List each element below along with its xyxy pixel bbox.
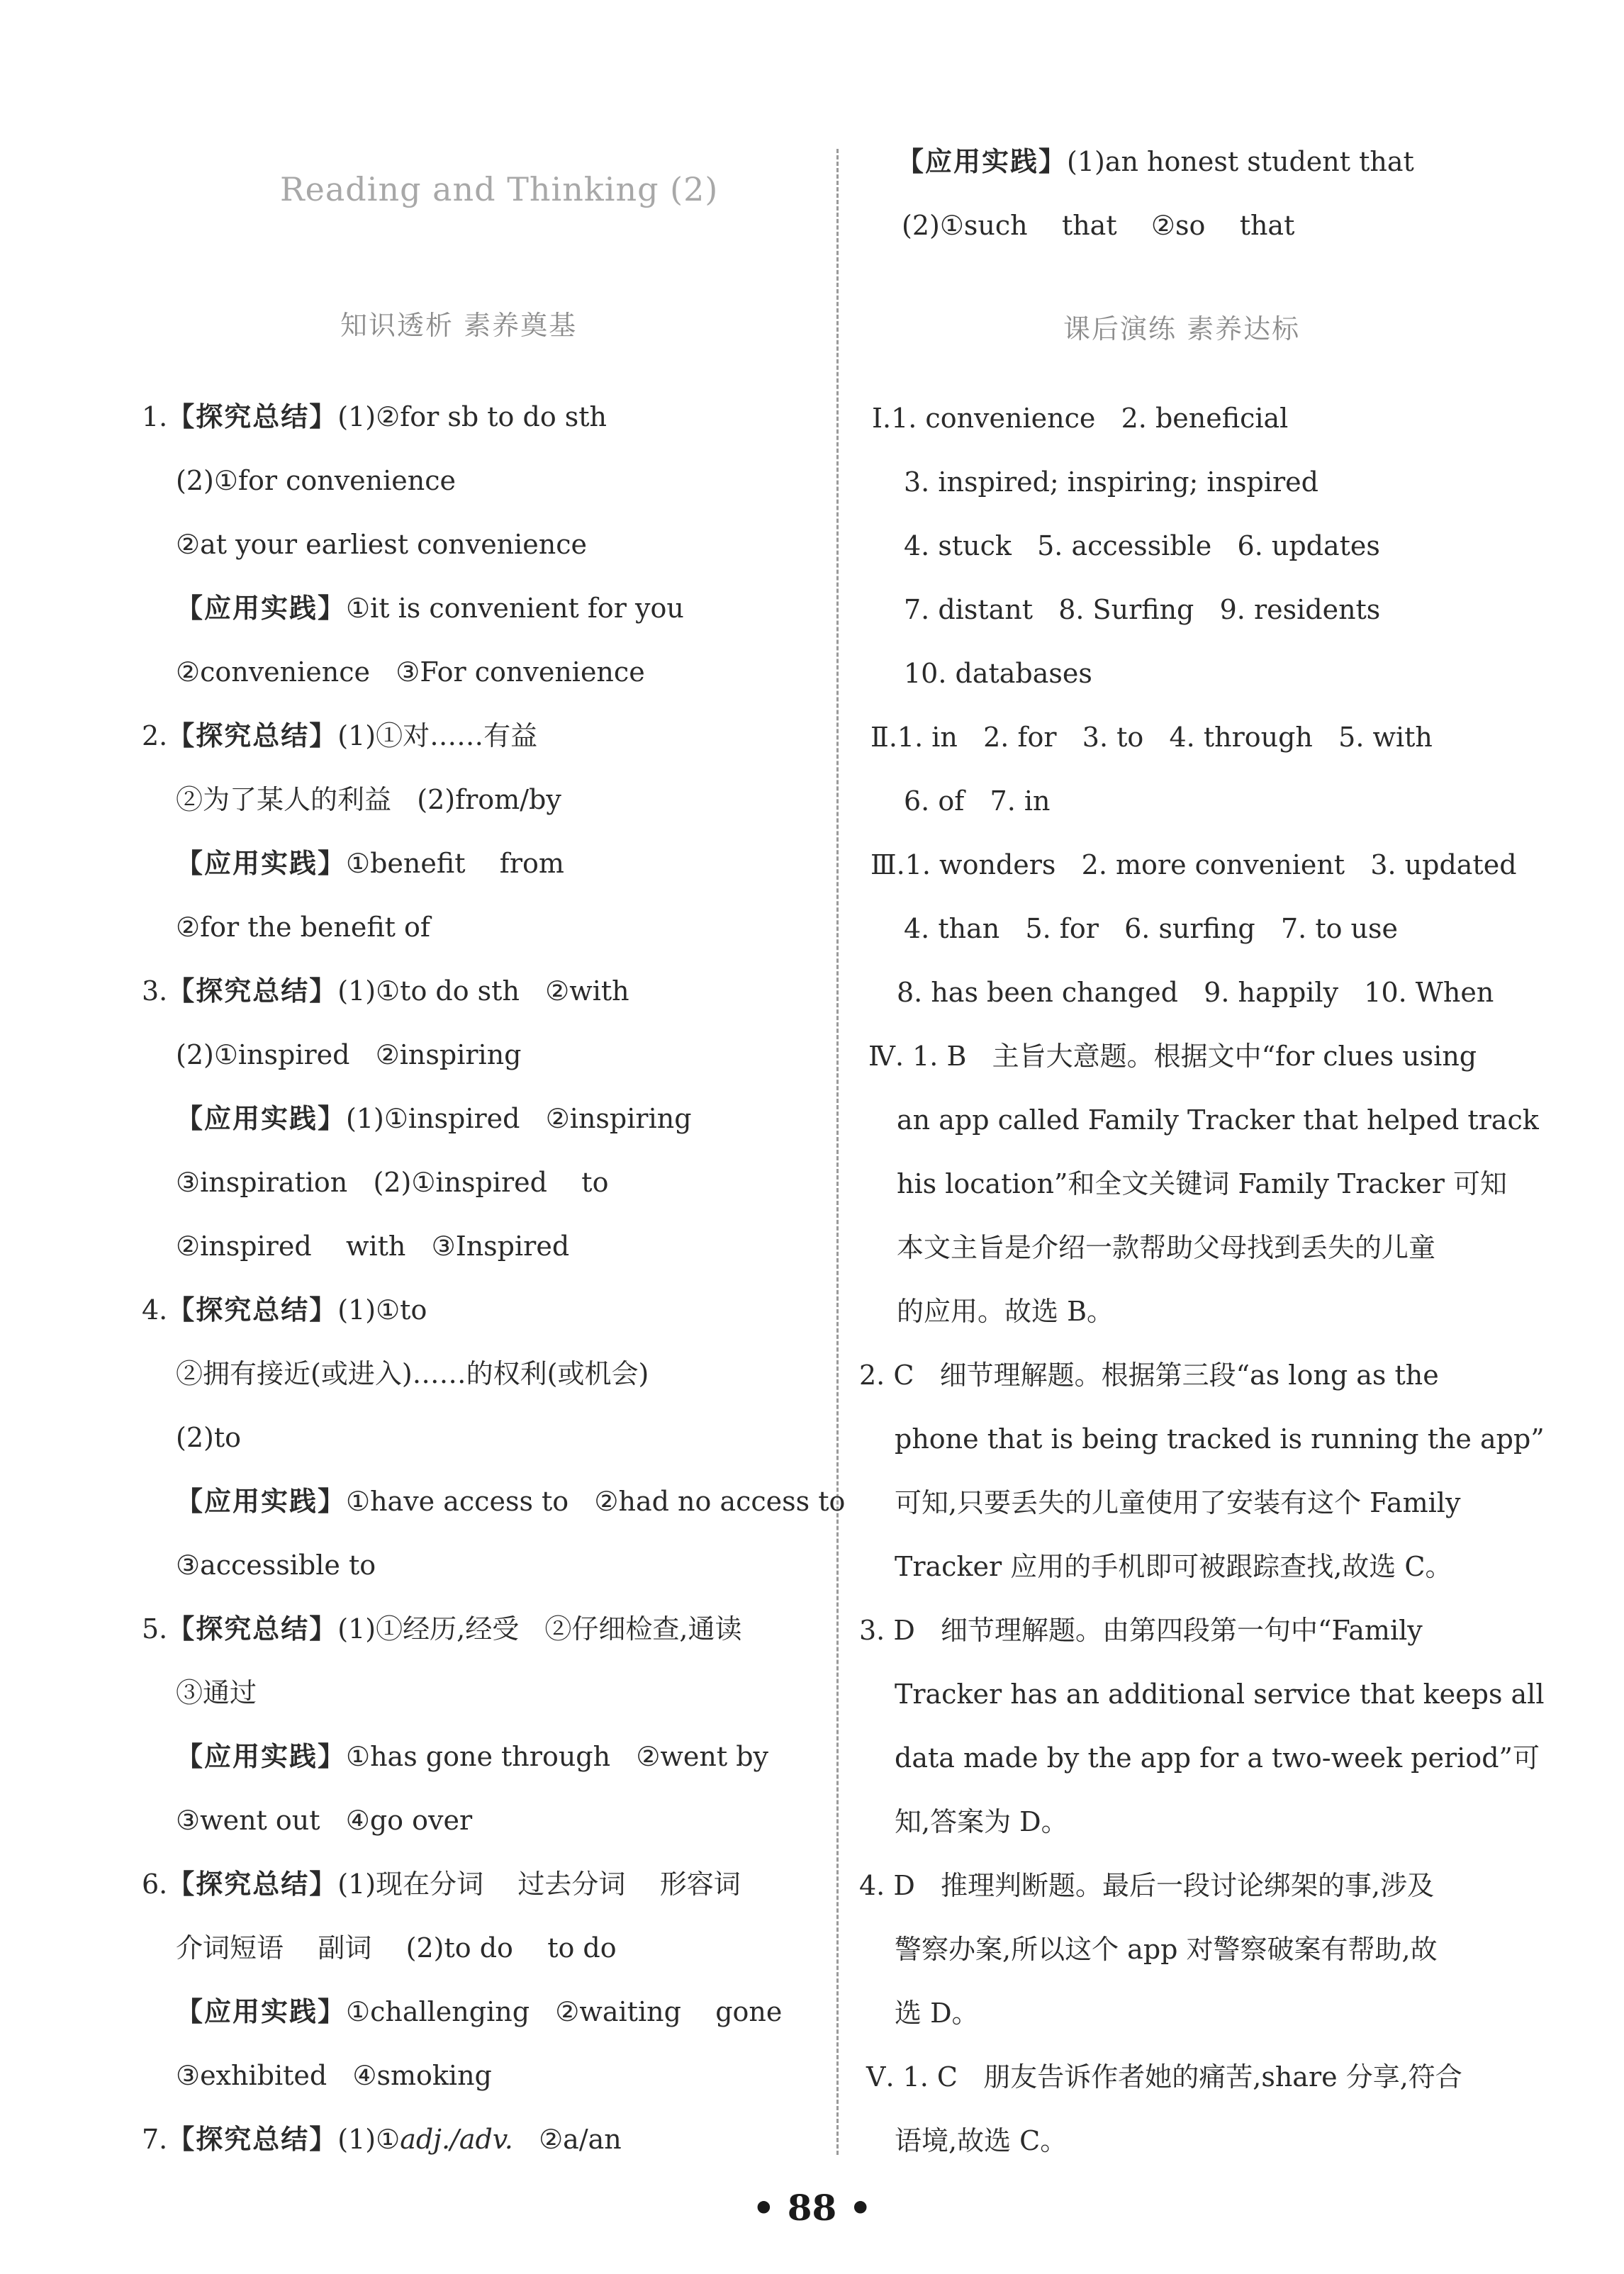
answer-line: 4. stuck 5. accessible 6. updates <box>904 530 1380 561</box>
item-5-summary <box>142 1613 742 1645</box>
summary-tag: 【探究总结】 <box>167 1613 338 1645</box>
practice-tag: 【应用实践】 <box>176 1102 347 1134</box>
answer-line: 3. D 细节理解题。由第四段第一句中“Family <box>859 1615 1423 1646</box>
answer-line: data made by the app for a two-week period”可 <box>895 1742 1540 1774</box>
summary-tag: 【探究总结】 <box>167 1294 338 1326</box>
answer-text: ①has gone through ②went by <box>346 1741 769 1772</box>
answer-line: 3. inspired; inspiring; inspired <box>904 466 1318 498</box>
answer-line: 2. C 细节理解题。根据第三段“as long as the <box>859 1360 1439 1391</box>
answer-text: (1)①对……有益 <box>337 720 538 751</box>
answer-line: Ⅳ. 1. B 主旨大意题。根据文中“for clues using <box>868 1041 1477 1072</box>
item-4-summary <box>142 1294 427 1326</box>
answer-line: 8. has been changed 9. happily 10. When <box>897 977 1494 1008</box>
page-number: • 88 • <box>752 2187 872 2229</box>
answer-text: (1)① <box>337 2124 401 2155</box>
item-1-summary <box>142 401 607 433</box>
answer-line: ②at your earliest convenience <box>176 529 588 560</box>
item-number: 1. <box>142 401 168 432</box>
answer-line: 本文主旨是介绍一款帮助父母找到丢失的儿童 <box>897 1232 1436 1263</box>
summary-tag: 【探究总结】 <box>167 401 338 432</box>
answer-line: ③通过 <box>176 1677 257 1708</box>
practice-continued <box>897 145 1414 178</box>
item-1-practice <box>176 592 684 624</box>
answer-text: (1)①to <box>337 1294 427 1326</box>
answer-text: (1)①to do sth ②with <box>337 975 629 1007</box>
answer-line: 警察办案,所以这个 app 对警察破案有帮助,故 <box>895 1934 1438 1965</box>
item-2-summary <box>142 719 537 752</box>
answer-line: ②convenience ③For convenience <box>176 656 645 688</box>
answer-line: an app called Family Tracker that helped track <box>897 1104 1539 1136</box>
answer-line: (2)①inspired ②inspiring <box>176 1039 522 1070</box>
item-number: 4. <box>142 1294 168 1326</box>
item-number: 7. <box>142 2124 168 2155</box>
answer-line: ②拥有接近(或进入)……的权利(或机会) <box>176 1358 649 1389</box>
page-header-title: Reading and Thinking (2) <box>280 170 719 208</box>
answer-text: ①it is convenient for you <box>346 593 684 624</box>
answer-line: Tracker has an additional service that keeps all <box>895 1679 1545 1710</box>
answer-line: ③accessible to <box>176 1550 376 1581</box>
practice-tag: 【应用实践】 <box>176 847 347 879</box>
column-divider <box>836 149 839 2155</box>
answer-line: ②for the benefit of <box>176 912 430 943</box>
answer-line: 选 D。 <box>895 1998 979 2029</box>
answer-line: 6. of 7. in <box>904 785 1051 817</box>
item-number: 3. <box>142 975 168 1007</box>
practice-tag: 【应用实践】 <box>176 1740 347 1772</box>
item-6-practice <box>176 1995 782 2028</box>
answer-text: (1)②for sb to do sth <box>337 401 607 432</box>
answer-line: Tracker 应用的手机即可被跟踪查找,故选 C。 <box>895 1551 1452 1582</box>
answer-text: ①benefit from <box>346 848 564 879</box>
answer-line: (2)①such that ②so that <box>902 210 1295 241</box>
summary-tag: 【探究总结】 <box>167 1868 338 1900</box>
practice-tag: 【应用实践】 <box>176 1485 347 1517</box>
summary-tag: 【探究总结】 <box>167 719 338 751</box>
item-number: 5. <box>142 1613 168 1645</box>
practice-tag: 【应用实践】 <box>176 592 347 624</box>
item-2-practice <box>176 847 564 880</box>
right-section-title: 课后演练 素养达标 <box>1063 313 1301 345</box>
answer-line: 4. D 推理判断题。最后一段讨论绑架的事,涉及 <box>859 1870 1435 1901</box>
answer-line: 语境,故选 C。 <box>895 2125 1068 2156</box>
answer-line: Ⅱ.1. in 2. for 3. to 4. through 5. with <box>870 722 1433 753</box>
answer-text: ②a/an <box>513 2124 622 2155</box>
answer-text: ①have access to ②had no access to <box>346 1486 846 1517</box>
item-3-summary <box>142 975 629 1007</box>
answer-line: 介词短语 副词 (2)to do to do <box>176 1932 617 1964</box>
item-4-practice <box>176 1485 845 1518</box>
item-number: 6. <box>142 1869 168 1900</box>
answer-line: 的应用。故选 B。 <box>897 1296 1114 1327</box>
answer-line: (2)①for convenience <box>176 465 457 496</box>
answer-line: 可知,只要丢失的儿童使用了安装有这个 Family <box>895 1487 1461 1518</box>
summary-tag: 【探究总结】 <box>167 2123 338 2155</box>
answer-text: ①challenging ②waiting gone <box>346 1996 783 2027</box>
answer-text: (1)现在分词 过去分词 形容词 <box>337 1869 741 1900</box>
item-6-summary <box>142 1868 741 1900</box>
answer-line: phone that is being tracked is running the app” <box>895 1423 1545 1455</box>
answer-text: (1)an honest student that <box>1067 146 1414 177</box>
answer-line: ②inspired with ③Inspired <box>176 1231 570 1262</box>
answer-line: (2)to <box>176 1422 241 1453</box>
summary-tag: 【探究总结】 <box>167 975 338 1007</box>
practice-tag: 【应用实践】 <box>897 145 1068 177</box>
answer-line: ③went out ④go over <box>176 1805 473 1836</box>
answer-line: 4. than 5. for 6. surfing 7. to use <box>904 913 1399 944</box>
practice-tag: 【应用实践】 <box>176 1995 347 2027</box>
answer-line: ②为了某人的利益 (2)from/by <box>176 784 561 815</box>
item-7-summary <box>142 2123 622 2156</box>
answer-text: (1)①inspired ②inspiring <box>346 1103 692 1134</box>
answer-line: Ⅰ.1. convenience 2. beneficial <box>872 403 1289 434</box>
answer-line: ③exhibited ④smoking <box>176 2060 492 2091</box>
left-section-title: 知识透析 素养奠基 <box>340 310 578 341</box>
answer-text: (1)①经历,经受 ②仔细检查,通读 <box>337 1613 742 1645</box>
answer-italic-text: adj./adv. <box>400 2124 513 2155</box>
answer-line: Ⅲ.1. wonders 2. more convenient 3. updated <box>870 849 1517 880</box>
answer-line: Ⅴ. 1. C 朋友告诉作者她的痛苦,share 分享,符合 <box>866 2061 1462 2093</box>
answer-line: ③inspiration (2)①inspired to <box>176 1167 609 1198</box>
answer-line: 10. databases <box>904 658 1092 689</box>
answer-line: 知,答案为 D。 <box>895 1806 1068 1837</box>
item-5-practice <box>176 1740 768 1773</box>
answer-line: 7. distant 8. Surfing 9. residents <box>904 594 1381 625</box>
answer-line: his location”和全文关键词 Family Tracker 可知 <box>897 1168 1507 1199</box>
item-3-practice <box>176 1102 692 1135</box>
item-number: 2. <box>142 720 168 751</box>
